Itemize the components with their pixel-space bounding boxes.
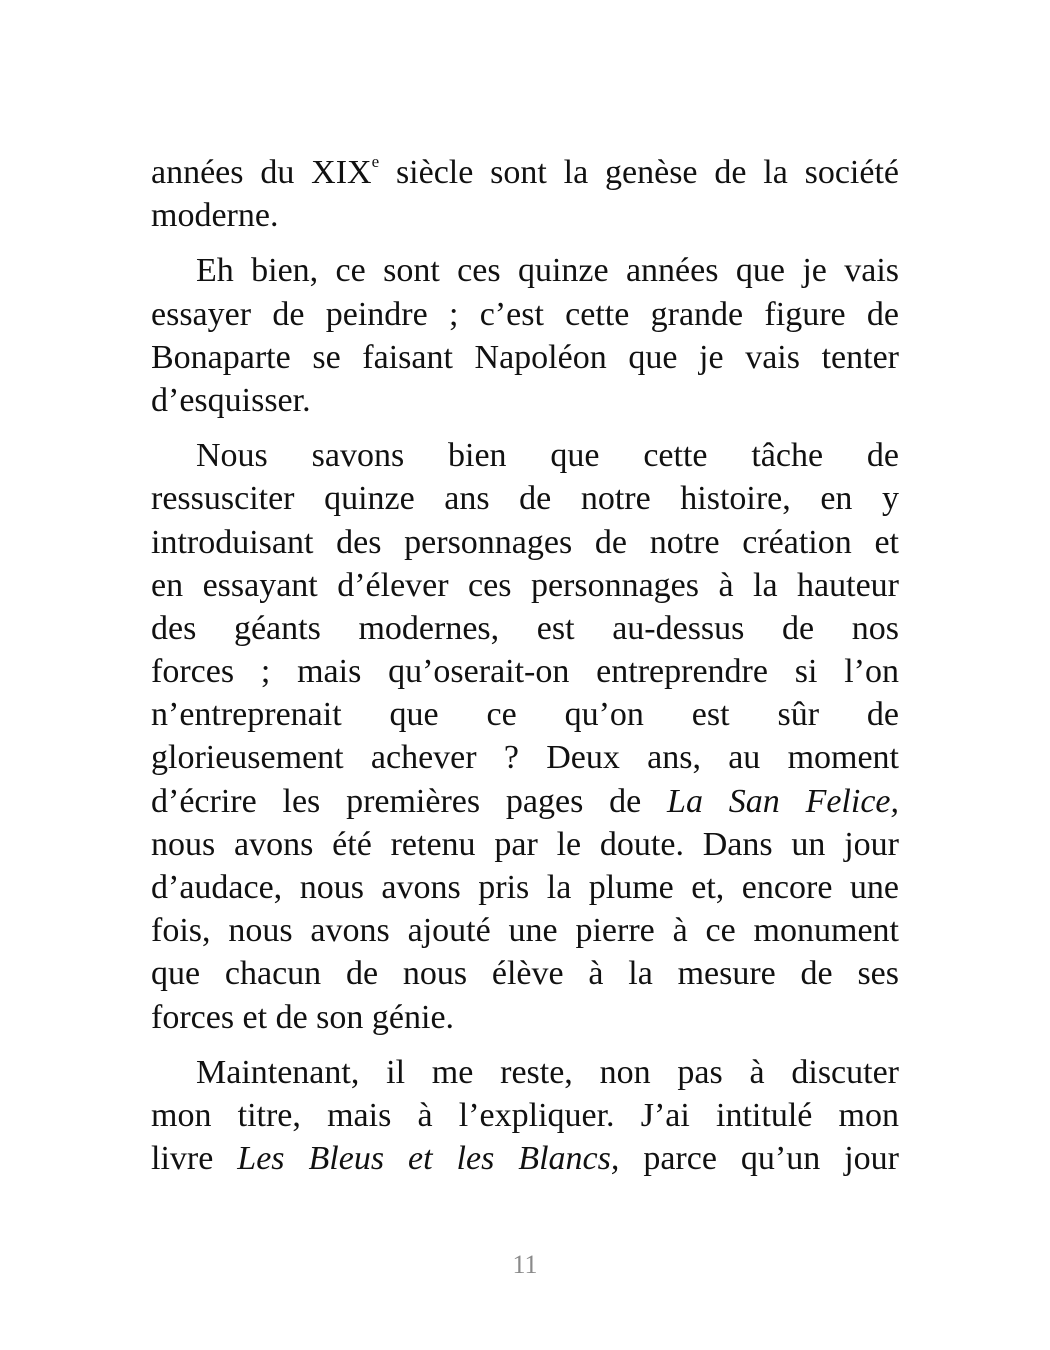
text-line: d’audace, nous avons pris la plume et, encore une: [151, 869, 899, 906]
text-line: essayer de peindre ; c’est cette grande figure de: [151, 295, 899, 333]
text-line: d’écrire les premières pages de La San Felice,: [151, 782, 900, 820]
text-line: n’entreprenait que ce qu’on est sûr de: [151, 696, 899, 734]
text-line: nous avons été retenu par le doute. Dans un jour: [151, 825, 899, 863]
text-line: mon titre, mais à l’expliquer. J’ai intitulé mon: [151, 1096, 899, 1134]
text-line: Eh bien, ce sont ces quinze années que je vais: [196, 252, 899, 290]
text-line: forces ; mais qu’oserait-on entreprendre si l’on: [151, 653, 899, 691]
book-title: La San Felice,: [667, 782, 900, 820]
text-line: livre Les Bleus et les Blancs, parce qu’un jour: [151, 1140, 899, 1178]
text-line: fois, nous avons ajouté une pierre à ce monument: [151, 912, 899, 950]
text-line: en essayant d’élever ces personnages à la hauteur: [151, 566, 899, 604]
text-line: Nous savons bien que cette tâche de: [196, 437, 899, 475]
book-title: Les Bleus et les Blancs,: [237, 1140, 620, 1178]
text-line: Bonaparte se faisant Napoléon que je vais tenter: [151, 338, 899, 376]
paragraph: [151, 1051, 899, 1181]
page-body: [151, 151, 899, 1180]
paragraph: [151, 249, 899, 422]
paragraph: [151, 434, 899, 1039]
text-line: introduisant des personnages de notre création et: [151, 523, 899, 561]
text-line: années du XIXe siècle sont la genèse de la société: [151, 151, 900, 191]
text-line: des géants modernes, est au-dessus de nos: [151, 609, 899, 647]
text-line: moderne.: [151, 197, 279, 235]
text-line: ressusciter quinze ans de notre histoire, en y: [151, 480, 899, 518]
text-line: forces et de son génie.: [151, 998, 455, 1036]
paragraph: [151, 151, 899, 237]
text-line: Maintenant, il me reste, non pas à discuter: [196, 1053, 899, 1091]
text-line: glorieusement achever ? Deux ans, au moment: [151, 739, 899, 777]
superscript: e: [371, 151, 380, 171]
page-number: 11: [512, 1250, 538, 1279]
text-line: que chacun de nous élève à la mesure de ses: [151, 955, 899, 993]
text-line: d’esquisser.: [151, 381, 311, 419]
